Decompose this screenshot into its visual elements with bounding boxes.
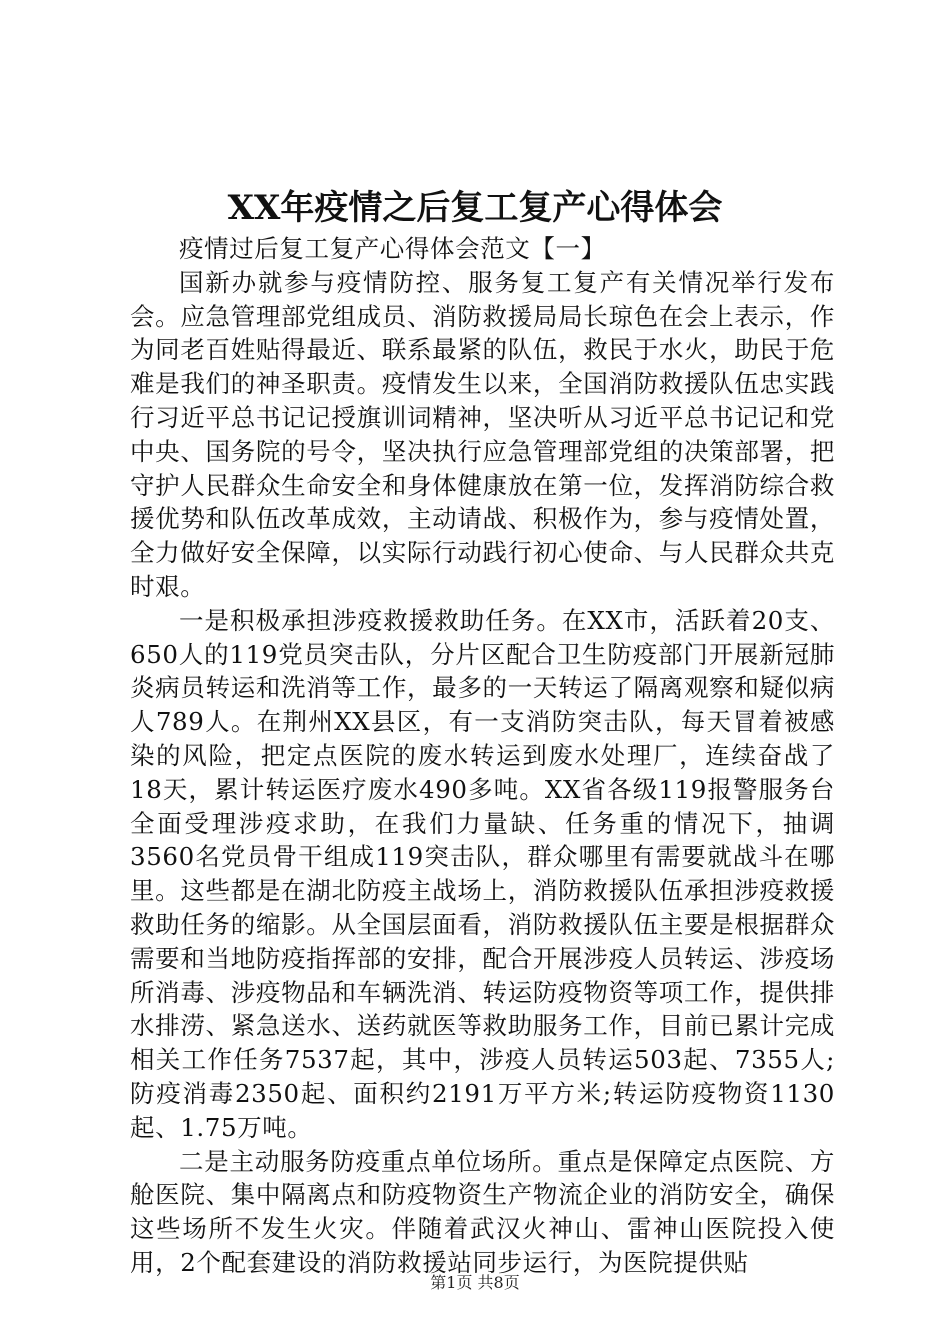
section-heading: 疫情过后复工复产心得体会范文【一】 <box>179 234 606 263</box>
body-paragraph: 国新办就参与疫情防控、服务复工复产有关情况举行发布会。应急管理部党组成员、消防救援局局长琼色在会上表示，作为同老百姓贴得最近、联系最紧的队伍，救民于水火，助民于危难是我们的神圣职责。疫情发生以来，全国消防救援队伍忠实践行习近平总书记记授旗训词精神，坚决听从习近平总书记记和党中央、国务院的号令，坚决执行应急管理部党组的决策部署，把守护人民群众生命安全和身体健康放在第一位，发挥消防综合救援优势和队伍改革成效，主动请战、积极作为，参与疫情处置，全力做好安全保障，以实际行动践行初心使命、与人民群众共克时艰。 <box>130 267 835 601</box>
page-number-footer: 第1页 共8页 <box>430 1273 520 1292</box>
body-paragraph: 一是积极承担涉疫救援救助任务。在XX市，活跃着20支、650人的119党员突击队，分片区配合卫生防疫部门开展新冠肺炎病员转运和洗消等工作，最多的一天转运了隔离观察和疑似病人789人。在荆州XX县区，有一支消防突击队，每天冒着被感染的风险，把定点医院的废水转运到废水处理厂，连续奋战了18天，累计转运医疗废水490多吨。XX省各级119报警服务台全面受理涉疫求助，在我们力量缺、任务重的情况下，抽调3560名党员骨干组成119突击队，群众哪里有需要就战斗在哪里。这些都是在湖北防疫主战场上，消防救援队伍承担涉疫救援救助任务的缩影。从全国层面看，消防救援队伍主要是根据群众需要和当地防疫指挥部的安排，配合开展涉疫人员转运、涉疫场所消毒、涉疫物品和车辆洗消、转运防疫物资等项工作，提供排水排涝、紧急送水、送药就医等救助服务工作，目前已累计完成相关工作任务7537起，其中，涉疫人员转运503起、7355人;防疫消毒2350起、面积约2191万平方米;转运防疫物资1130起、1.75万吨。 <box>130 605 835 1142</box>
document-title: XX年疫情之后复工复产心得体会 <box>227 188 723 228</box>
document-body <box>130 232 835 1280</box>
body-paragraph: 二是主动服务防疫重点单位场所。重点是保障定点医院、方舱医院、集中隔离点和防疫物资生产物流企业的消防安全，确保这些场所不发生火灾。伴随着武汉火神山、雷神山医院投入使用，2个配套建设的消防救援站同步运行，为医院提供贴 <box>130 1146 835 1277</box>
